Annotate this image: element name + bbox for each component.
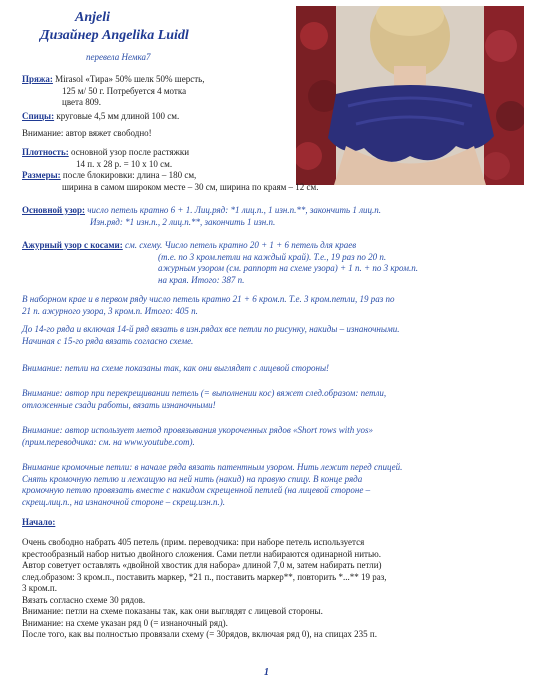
attn3-line1: Внимание: автор при перекрещивании петель (= выполнении кос) вяжет след.образом: петли, [22, 388, 387, 398]
start-line: Автор советует оставлять «двойной хвостик для набора» длиной 7,0 м, затем набирать петли) [22, 560, 382, 570]
attention-cables [22, 388, 512, 411]
start-heading [22, 517, 517, 529]
start-line: Очень свободно набрать 405 петель (прим. переводчика: при наборе петель используется [22, 537, 365, 547]
rows14-line2: Начиная с 15-го ряда вязать согласно схеме. [22, 335, 194, 346]
page-number: 1 [264, 667, 269, 678]
edgecol-line4: скрещ.лиц.п., на изнаночной стороне – скрещ.изн.п.). [22, 496, 226, 507]
attn4-line2: (прим.переводчика: см. на www.youtube.com). [22, 436, 195, 447]
lace-line1: см. схему. Число петель кратно 20 + 1 + 6 петель для краев [124, 240, 357, 250]
attn4-line1: Внимание: автор использует метод провязывания укороченных рядов «Short rows with yos» [22, 425, 373, 435]
needles-text: круговые 4,5 мм длиной 100 см. [56, 111, 180, 121]
size-line1: после блокировки: длина – 180 см, [62, 170, 197, 180]
lace-label: Ажурный узор с косами: [22, 240, 123, 250]
edge-stitches-paragraph [22, 462, 517, 508]
size-line2: ширина в самом широком месте – 30 см, ширина по краям – 12 см. [62, 181, 319, 192]
attn3-line2: отложенные сзади работы, вязать изнаночными! [22, 399, 216, 410]
lace-line2: (т.е. по 3 кром.петли на каждый край). Т.е., 19 раз по 20 п. [158, 251, 387, 262]
yarn-label: Пряжа: [22, 74, 53, 84]
start-line: Вязать согласно схеме 30 рядов. [22, 594, 146, 605]
attention-short-rows [22, 425, 512, 448]
shawl-photo [296, 6, 524, 185]
gauge-section [22, 147, 292, 170]
start-line: 3 кром.п. [22, 583, 57, 593]
needles-section [22, 111, 292, 123]
start-line: крестообразный набор нитью двойного сложения. Сами петли набираются одинарной нитью. [22, 548, 382, 559]
main-pattern-section [22, 205, 512, 228]
rows-14-paragraph [22, 324, 512, 347]
cast-on-edge-paragraph [22, 294, 512, 317]
start-body [22, 537, 517, 641]
attention-chart-view: Внимание: петли на схеме показаны так, как они выглядят с лицевой стороны! [22, 363, 330, 373]
lace-line3: ажурным узором (см. раппорт на схеме узора) + 1 п. + по 3 кром.п. [158, 263, 418, 273]
lace-pattern-section [22, 240, 522, 286]
gauge-line1: основной узор после растяжки [70, 147, 190, 157]
edgecol-line2: Снять кромочную петлю и лежащую на ней нить (накид) на правую спицу. В конце ряда [22, 473, 363, 484]
start-line: После того, как вы полностью провязали схему (= 30рядов, включая ряд 0), на спицах 235 п. [22, 629, 377, 639]
gauge-label: Плотность: [22, 147, 69, 157]
yarn-section [22, 74, 292, 109]
attention-free-knitting: Внимание: автор вяжет свободно! [22, 128, 152, 138]
edgecol-line3: кромочную петлю провязать вместе с накидом скрещенной петлей (на лицевой стороне – [22, 485, 371, 495]
start-line: Внимание: петли на схеме показаны так, как они выглядят с лицевой стороны. [22, 606, 323, 616]
start-label: Начало: [22, 517, 56, 527]
edgecol-line1: Внимание кромочные петли: в начале ряда вязать патентным узором. Нить лежит перед спицей. [22, 462, 403, 472]
yarn-line1: Mirasol «Тира» 50% шелк 50% шерсть, [55, 74, 205, 84]
start-line: след.образом: 3 кром.п., поставить маркер, *21 п., поставить маркер**, повторить *...** 19 раз, [22, 571, 387, 582]
main-pattern-label: Основной узор: [22, 205, 86, 215]
yarn-line2: 125 м/ 50 г. Потребуется 4 мотка [62, 85, 187, 96]
gauge-line2: 14 п. х 28 р. = 10 х 10 см. [76, 158, 173, 169]
start-line: Внимание: на схеме указан ряд 0 (= изнаночный ряд). [22, 617, 228, 628]
main-pattern-line2: Изн.ряд: *1 изн.п., 2 лиц.п.**, закончить 1 изн.п. [90, 216, 276, 227]
main-pattern-line1: число петель кратно 6 + 1. Лиц.ряд: *1 лиц.п., 1 изн.п.**, закончить 1 лиц.п. [87, 205, 382, 215]
lace-line4: на края. Итого: 387 п. [158, 274, 245, 285]
pattern-title: Anjeli [75, 10, 111, 25]
edge-line1: В наборном крае и в первом ряду число петель кратно 21 + 6 кром.п. Т.е. 3 кром.петли, 19 раз по [22, 294, 395, 304]
rows14-line1: До 14-го ряда и включая 14-й ряд вязать в изн.рядах все петли по рисунку, накиды – изнаночными. [22, 324, 400, 334]
size-label: Размеры: [22, 170, 61, 180]
edge-line2: 21 п. ажурного узора, 3 кром.п. Итого: 405 п. [22, 305, 198, 316]
size-section [22, 170, 452, 193]
needles-label: Спицы: [22, 111, 55, 121]
translator-credit: перевела Немка7 [86, 52, 151, 62]
yarn-line3: цвета 809. [62, 97, 102, 107]
designer-line: Дизайнер Angelika Luidl [40, 28, 189, 43]
